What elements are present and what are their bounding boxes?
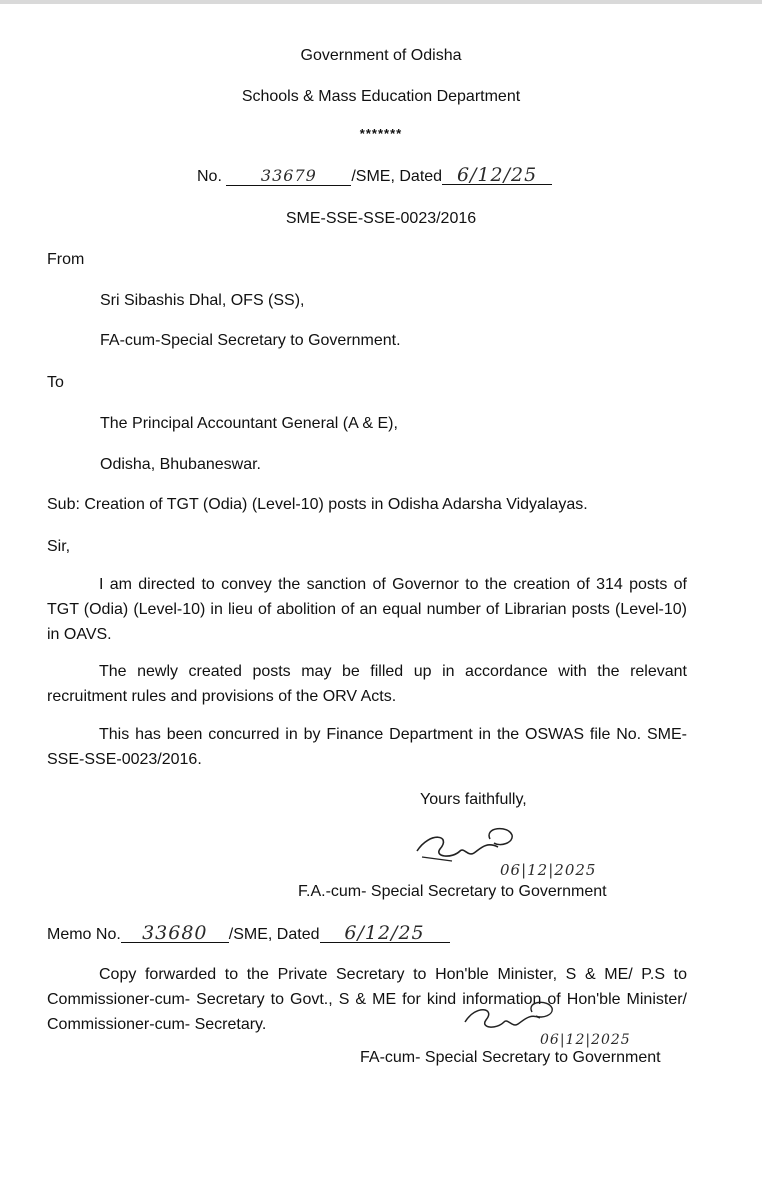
memo-number-line <box>47 924 450 945</box>
to-line2: Odisha, Bhubaneswar. <box>100 456 261 473</box>
signature-1-date: 06|12|2025 <box>500 861 597 879</box>
from-designation: FA-cum-Special Secretary to Government. <box>100 332 401 349</box>
letter-no-suffix: /SME, Dated <box>351 168 443 185</box>
government-title: Government of Odisha <box>300 47 462 64</box>
body-paragraph-3 <box>47 722 687 772</box>
signature-2-date: 06|12|2025 <box>540 1032 631 1048</box>
salutation: Sir, <box>47 538 71 555</box>
body-paragraph-2 <box>47 659 687 709</box>
signature-1-designation: F.A.-cum- Special Secretary to Government <box>298 883 607 900</box>
top-edge <box>0 0 762 4</box>
body-para1-text: I am directed to convey the sanction of Governor to the creation of 314 posts of TGT (Odia) (Level-10) in lieu of abolition of an equal number of Librarian posts (Level-10) in OAVS. <box>47 576 687 643</box>
department-title: Schools & Mass Education Department <box>241 88 521 105</box>
from-name: Sri Sibashis Dhal, OFS (SS), <box>100 292 305 309</box>
body-para3-text: This has been concurred in by Finance Department in the OSWAS file No. SME-SSE-SSE-0023/2016. <box>47 726 687 768</box>
copy-forwarded-paragraph <box>47 962 687 1037</box>
memo-no-suffix: /SME, Dated <box>228 926 320 943</box>
letter-no-label: No. <box>197 168 222 185</box>
closing-text: Yours faithfully, <box>420 791 527 808</box>
memo-no-label: Memo No. <box>47 926 121 943</box>
letter-number-line <box>197 166 552 187</box>
body-para2-text: The newly created posts may be filled up in accordance with the relevant recruitment rules and provisions of the ORV Acts. <box>47 663 687 705</box>
from-label: From <box>47 251 85 268</box>
subject-line: Sub: Creation of TGT (Odia) (Level-10) posts in Odisha Adarsha Vidyalayas. <box>47 496 588 513</box>
signature-2-designation: FA-cum- Special Secretary to Government <box>360 1049 661 1066</box>
to-line1: The Principal Accountant General (A & E), <box>100 415 398 432</box>
copy-forwarded-text: Copy forwarded to the Private Secretary to Hon'ble Minister, S & ME/ P.S to Commissioner-cum- Secretary to Govt., S & ME for kind information of Hon'ble Minister/ Commissioner-cum- Secretary. <box>47 966 687 1033</box>
to-label: To <box>47 374 64 391</box>
file-number: SME-SSE-SSE-0023/2016 <box>285 210 477 227</box>
memo-date-handwritten: 6/12/25 <box>320 924 450 943</box>
header-divider-stars: ******* <box>359 126 403 141</box>
letter-date-handwritten: 6/12/25 <box>442 166 552 185</box>
body-paragraph-1 <box>47 572 687 647</box>
letter-no-handwritten: 33679 <box>226 167 351 186</box>
memo-no-handwritten: 33680 <box>121 924 229 943</box>
